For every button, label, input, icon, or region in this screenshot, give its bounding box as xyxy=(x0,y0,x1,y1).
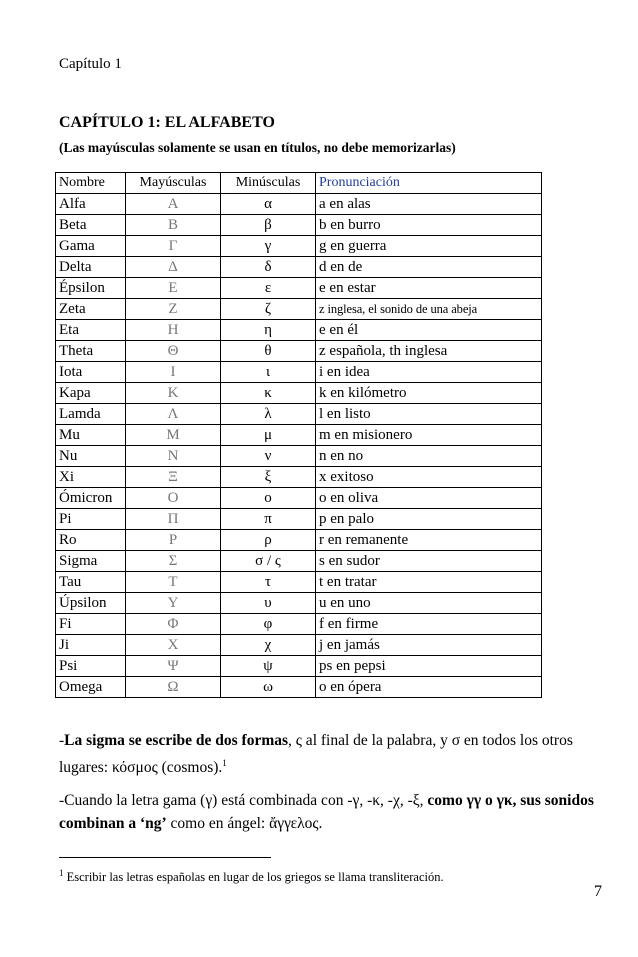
pronunciation: x exitoso xyxy=(316,467,542,488)
table-row xyxy=(56,425,542,446)
uppercase-letter: Μ xyxy=(126,425,221,446)
footnote xyxy=(59,868,444,885)
lowercase-letter: β xyxy=(221,215,316,236)
pronunciation: g en guerra xyxy=(316,236,542,257)
table-row xyxy=(56,362,542,383)
uppercase-letter: Τ xyxy=(126,572,221,593)
pronunciation: a en alas xyxy=(316,194,542,215)
table-row xyxy=(56,257,542,278)
pronunciation: m en misionero xyxy=(316,425,542,446)
uppercase-letter: Σ xyxy=(126,551,221,572)
letter-name: Delta xyxy=(56,257,126,278)
lowercase-letter: ω xyxy=(221,677,316,698)
table-row xyxy=(56,467,542,488)
uppercase-letter: Ζ xyxy=(126,299,221,320)
letter-name: Xi xyxy=(56,467,126,488)
uppercase-letter: Ν xyxy=(126,446,221,467)
letter-name: Fi xyxy=(56,614,126,635)
pronunciation: b en burro xyxy=(316,215,542,236)
letter-name: Beta xyxy=(56,215,126,236)
table-row xyxy=(56,383,542,404)
sigma-rest-text: , ς al final de la palabra, y σ en todos los otros lugares: κόσμος (cosmos). xyxy=(59,732,573,777)
letter-name: Ómicron xyxy=(56,488,126,509)
table-row xyxy=(56,677,542,698)
pronunciation: e en él xyxy=(316,320,542,341)
pronunciation: i en idea xyxy=(316,362,542,383)
footnote-divider xyxy=(59,857,271,858)
uppercase-letter: Λ xyxy=(126,404,221,425)
lowercase-letter: ζ xyxy=(221,299,316,320)
table-row xyxy=(56,572,542,593)
lowercase-letter: δ xyxy=(221,257,316,278)
pronunciation: r en remanente xyxy=(316,530,542,551)
chapter-note: (Las mayúsculas solamente se usan en títulos, no debe memorizarlas) xyxy=(59,140,456,155)
table-row xyxy=(56,509,542,530)
letter-name: Tau xyxy=(56,572,126,593)
uppercase-letter: Υ xyxy=(126,593,221,614)
letter-name: Mu xyxy=(56,425,126,446)
sigma-bold-text: La sigma se escribe de dos formas xyxy=(64,732,289,749)
letter-name: Alfa xyxy=(56,194,126,215)
letter-name: Theta xyxy=(56,341,126,362)
uppercase-letter: Ω xyxy=(126,677,221,698)
gamma-text-2: como en ángel: ἄγγελος. xyxy=(166,815,323,832)
uppercase-letter: Η xyxy=(126,320,221,341)
pronunciation: z española, th inglesa xyxy=(316,341,542,362)
lowercase-letter: φ xyxy=(221,614,316,635)
pronunciation: s en sudor xyxy=(316,551,542,572)
letter-name: Omega xyxy=(56,677,126,698)
uppercase-letter: Ξ xyxy=(126,467,221,488)
gamma-bold-text: como γγ o γκ, sus sonidos combinan a ‘ng’ xyxy=(59,792,594,832)
uppercase-letter: Ψ xyxy=(126,656,221,677)
table-row xyxy=(56,488,542,509)
pronunciation: t en tratar xyxy=(316,572,542,593)
letter-name: Pi xyxy=(56,509,126,530)
lowercase-letter: θ xyxy=(221,341,316,362)
lowercase-letter: π xyxy=(221,509,316,530)
footnote-marker: 1 xyxy=(59,868,64,878)
lowercase-letter: υ xyxy=(221,593,316,614)
lowercase-letter: ι xyxy=(221,362,316,383)
table-row xyxy=(56,446,542,467)
lowercase-letter: α xyxy=(221,194,316,215)
letter-name: Lamda xyxy=(56,404,126,425)
letter-name: Úpsilon xyxy=(56,593,126,614)
lowercase-letter: ο xyxy=(221,488,316,509)
letter-name: Épsilon xyxy=(56,278,126,299)
lowercase-letter: ψ xyxy=(221,656,316,677)
pronunciation: o en oliva xyxy=(316,488,542,509)
table-row xyxy=(56,530,542,551)
uppercase-letter: Δ xyxy=(126,257,221,278)
table-header-row xyxy=(56,173,542,194)
letter-name: Sigma xyxy=(56,551,126,572)
pronunciation: l en listo xyxy=(316,404,542,425)
letter-name: Gama xyxy=(56,236,126,257)
pronunciation: f en firme xyxy=(316,614,542,635)
table-row xyxy=(56,278,542,299)
gamma-text-1: -Cuando la letra gama (γ) está combinada con -γ, -κ, -χ, -ξ, xyxy=(59,792,428,809)
header-nombre: Nombre xyxy=(56,173,126,194)
lowercase-letter: τ xyxy=(221,572,316,593)
uppercase-letter: Π xyxy=(126,509,221,530)
table-row xyxy=(56,614,542,635)
lowercase-letter: σ / ς xyxy=(221,551,316,572)
uppercase-letter: Χ xyxy=(126,635,221,656)
letter-name: Zeta xyxy=(56,299,126,320)
uppercase-letter: Κ xyxy=(126,383,221,404)
uppercase-letter: Ι xyxy=(126,362,221,383)
pronunciation: j en jamás xyxy=(316,635,542,656)
lowercase-letter: λ xyxy=(221,404,316,425)
sigma-prefix: - xyxy=(59,732,65,749)
lowercase-letter: ν xyxy=(221,446,316,467)
uppercase-letter: Α xyxy=(126,194,221,215)
footnote-reference: 1 xyxy=(222,758,227,768)
lowercase-letter: ξ xyxy=(221,467,316,488)
pronunciation: ps en pepsi xyxy=(316,656,542,677)
table-row xyxy=(56,341,542,362)
letter-name: Psi xyxy=(56,656,126,677)
table-row xyxy=(56,194,542,215)
letter-name: Ji xyxy=(56,635,126,656)
pronunciation: e en estar xyxy=(316,278,542,299)
chapter-title: CAPÍTULO 1: EL ALFABETO xyxy=(59,114,275,131)
table-row xyxy=(56,404,542,425)
uppercase-letter: Γ xyxy=(126,236,221,257)
pronunciation: d en de xyxy=(316,257,542,278)
table-row xyxy=(56,635,542,656)
uppercase-letter: Β xyxy=(126,215,221,236)
uppercase-letter: Φ xyxy=(126,614,221,635)
table-row xyxy=(56,236,542,257)
running-header: Capítulo 1 xyxy=(59,56,122,72)
lowercase-letter: ρ xyxy=(221,530,316,551)
letter-name: Nu xyxy=(56,446,126,467)
pronunciation: p en palo xyxy=(316,509,542,530)
lowercase-letter: ε xyxy=(221,278,316,299)
pronunciation: n en no xyxy=(316,446,542,467)
gamma-paragraph xyxy=(59,789,599,835)
table-row xyxy=(56,299,542,320)
uppercase-letter: Θ xyxy=(126,341,221,362)
table-row xyxy=(56,593,542,614)
header-pronunciacion: Pronunciación xyxy=(316,173,542,194)
letter-name: Eta xyxy=(56,320,126,341)
lowercase-letter: κ xyxy=(221,383,316,404)
header-mayusculas: Mayúsculas xyxy=(126,173,221,194)
header-minusculas: Minúsculas xyxy=(221,173,316,194)
lowercase-letter: μ xyxy=(221,425,316,446)
pronunciation: o en ópera xyxy=(316,677,542,698)
lowercase-letter: η xyxy=(221,320,316,341)
uppercase-letter: Ε xyxy=(126,278,221,299)
lowercase-letter: χ xyxy=(221,635,316,656)
lowercase-letter: γ xyxy=(221,236,316,257)
table-row xyxy=(56,320,542,341)
pronunciation: k en kilómetro xyxy=(316,383,542,404)
table-row xyxy=(56,215,542,236)
page-number: 7 xyxy=(594,883,602,900)
table-row xyxy=(56,656,542,677)
footnote-text: Escribir las letras españolas en lugar de los griegos se llama transliteración. xyxy=(66,870,444,885)
pronunciation: z inglesa, el sonido de una abeja xyxy=(316,299,542,320)
alphabet-table xyxy=(55,172,542,698)
uppercase-letter: Ο xyxy=(126,488,221,509)
letter-name: Kapa xyxy=(56,383,126,404)
letter-name: Ro xyxy=(56,530,126,551)
table-row xyxy=(56,551,542,572)
pronunciation: u en uno xyxy=(316,593,542,614)
uppercase-letter: Ρ xyxy=(126,530,221,551)
letter-name: Iota xyxy=(56,362,126,383)
sigma-paragraph xyxy=(59,729,599,779)
